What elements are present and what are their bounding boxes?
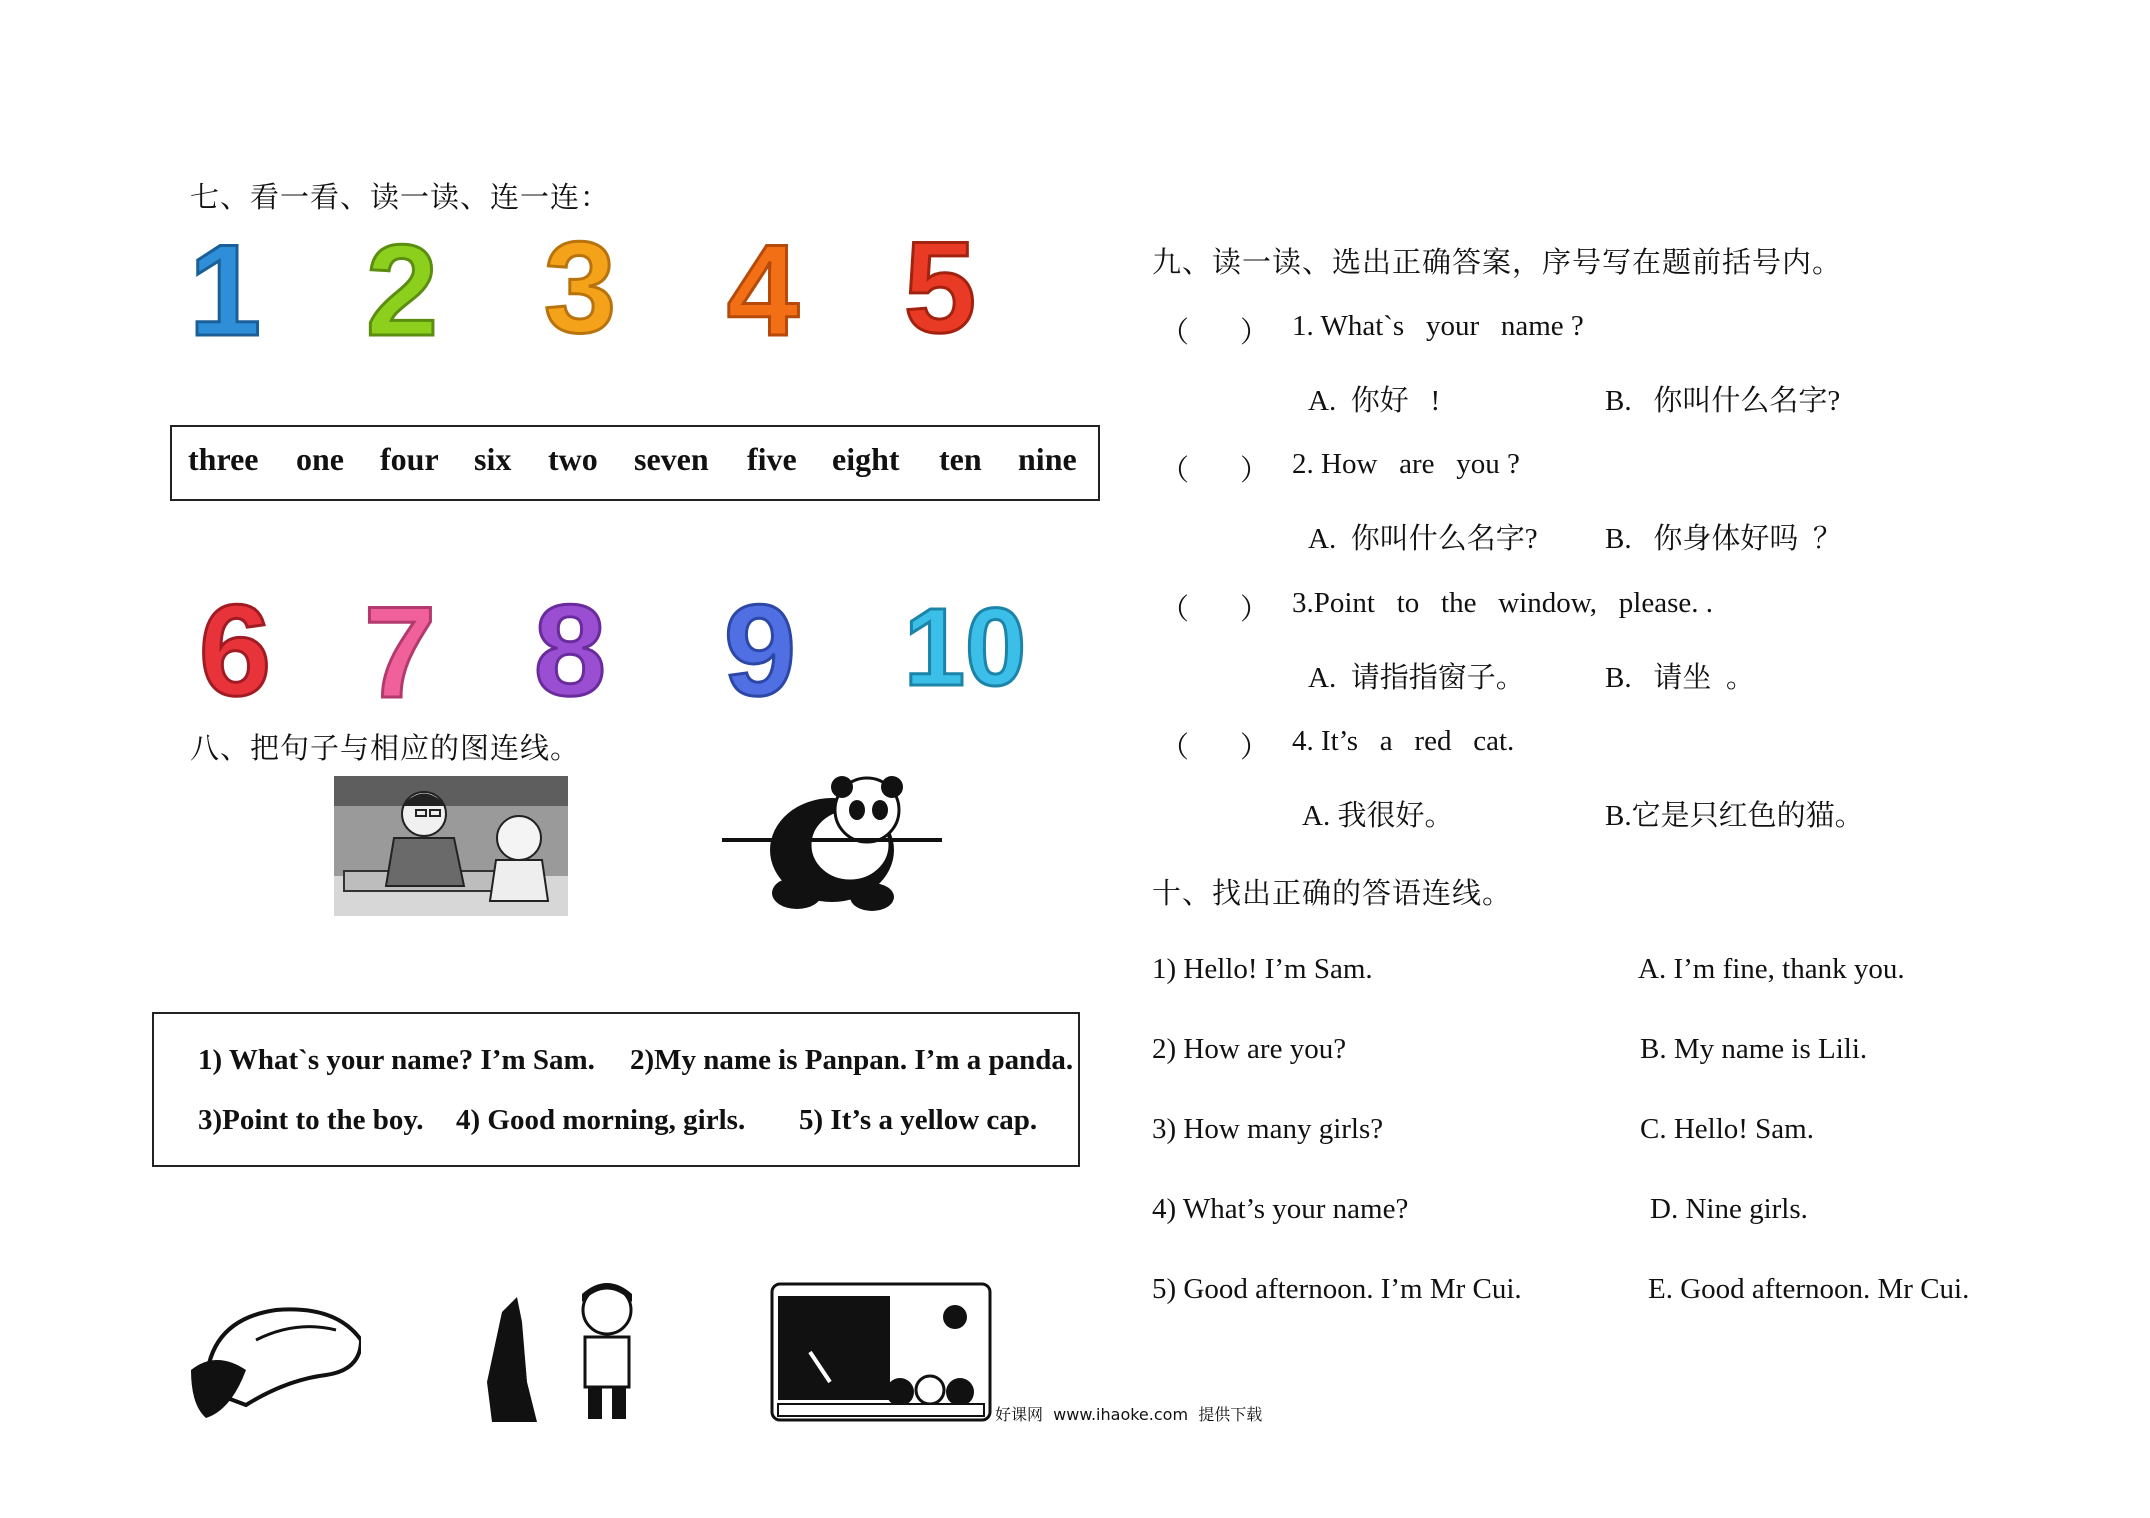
section8-heading: 八、把句子与相应的图连线。 [190, 731, 581, 765]
word-eight: eight [832, 441, 900, 477]
word-three: three [188, 441, 259, 477]
number-4-icon [727, 220, 799, 360]
word-four: four [380, 441, 439, 477]
number-8-icon [534, 577, 606, 715]
dialog-left-2: 2) How are you? [1152, 1033, 1347, 1065]
q1-bracket-open: （ [1160, 317, 1190, 349]
dialog-left-5: 5) Good afternoon. I’m Mr Cui. [1152, 1273, 1522, 1305]
section7-heading: 七、看一看、读一读、连一连： [190, 180, 611, 214]
q1-question: 1. What`s your name ? [1292, 310, 1584, 342]
q4-question: 4. It’s a red cat. [1292, 725, 1515, 757]
dialog-left-1: 1) Hello! I’m Sam. [1152, 953, 1373, 985]
section10-heading: 十、找出正确的答语连线。 [1152, 876, 1513, 910]
dialog-right-a: A. I’m fine, thank you. [1638, 953, 1905, 985]
q4-option-a: A. 我很好。 [1302, 800, 1454, 832]
word-nine: nine [1018, 441, 1077, 477]
word-ten: ten [939, 441, 982, 477]
sentences-box [152, 1012, 1080, 1167]
number-10-icon [904, 586, 1026, 709]
svg-text:8: 8 [533, 577, 607, 715]
number-3-icon [544, 220, 616, 360]
panda-picture [722, 775, 942, 915]
number-words-box [170, 425, 1100, 501]
word-one: one [296, 441, 344, 477]
q3-option-b: B. 请坐 。 [1605, 662, 1755, 694]
q1-bracket-close: ） [1240, 317, 1270, 349]
svg-text:5: 5 [903, 220, 977, 360]
q2-bracket-close: ） [1240, 455, 1270, 487]
sentence-4: 4) Good morning, girls. [456, 1104, 746, 1136]
word-seven: seven [634, 441, 709, 477]
number-2-icon [366, 220, 438, 360]
svg-text:1: 1 [188, 220, 262, 360]
svg-text:4: 4 [726, 220, 800, 360]
footer-watermark: 好课网 www.ihaoke.com 提供下载 [995, 1405, 1263, 1424]
dialog-right-e: E. Good afternoon. Mr Cui. [1648, 1273, 1970, 1305]
word-five: five [747, 441, 797, 477]
sentence-5: 5) It’s a yellow cap. [799, 1104, 1038, 1136]
q2-option-b: B. 你身体好吗 ？ [1605, 523, 1842, 555]
dialog-right-c: C. Hello! Sam. [1640, 1113, 1814, 1145]
boy-and-dog-picture [482, 1282, 642, 1422]
dialog-left-4: 4) What’s your name? [1152, 1193, 1409, 1225]
cap-picture [186, 1300, 361, 1420]
numbers-top-row [180, 220, 1040, 360]
dialog-right-d: D. Nine girls. [1650, 1193, 1808, 1225]
teacher-and-boy-picture [334, 776, 568, 916]
classroom-girls-picture [770, 1282, 992, 1422]
word-two: two [548, 441, 598, 477]
q3-bracket-open: （ [1160, 594, 1190, 626]
number-6-icon [199, 577, 271, 715]
q4-option-b: B.它是只红色的猫。 [1605, 800, 1864, 832]
q2-bracket-open: （ [1160, 455, 1190, 487]
q3-bracket-close: ） [1240, 594, 1270, 626]
q4-bracket-close: ） [1240, 732, 1270, 764]
svg-text:9: 9 [723, 577, 797, 715]
section9-heading: 九、读一读、选出正确答案，序号写在题前括号内。 [1152, 245, 1843, 279]
svg-text:10: 10 [903, 586, 1027, 709]
dialog-right-b: B. My name is Lili. [1640, 1033, 1868, 1065]
q3-option-a: A. 请指指窗子。 [1308, 662, 1525, 694]
number-9-icon [724, 577, 796, 715]
number-5-icon [904, 220, 976, 360]
number-7-icon [364, 579, 436, 715]
q2-option-a: A. 你叫什么名字? [1308, 523, 1538, 555]
q4-bracket-open: （ [1160, 732, 1190, 764]
svg-text:2: 2 [365, 220, 439, 360]
svg-text:7: 7 [363, 579, 437, 715]
sentence-2: 2)My name is Panpan. I’m a panda. [630, 1044, 1074, 1076]
number-1-icon [189, 220, 261, 360]
q3-question: 3.Point to the window, please. . [1292, 587, 1713, 619]
sentence-3: 3)Point to the boy. [198, 1104, 424, 1136]
word-six: six [474, 441, 512, 477]
numbers-bottom-row [180, 575, 1040, 715]
q1-option-a: A. 你好 ! [1308, 385, 1441, 417]
q1-option-b: B. 你叫什么名字? [1605, 385, 1841, 417]
svg-text:6: 6 [198, 577, 272, 715]
svg-text:3: 3 [543, 220, 617, 360]
sentence-1: 1) What`s your name? I’m Sam. [198, 1044, 595, 1076]
q2-question: 2. How are you ? [1292, 448, 1520, 480]
dialog-left-3: 3) How many girls? [1152, 1113, 1384, 1145]
